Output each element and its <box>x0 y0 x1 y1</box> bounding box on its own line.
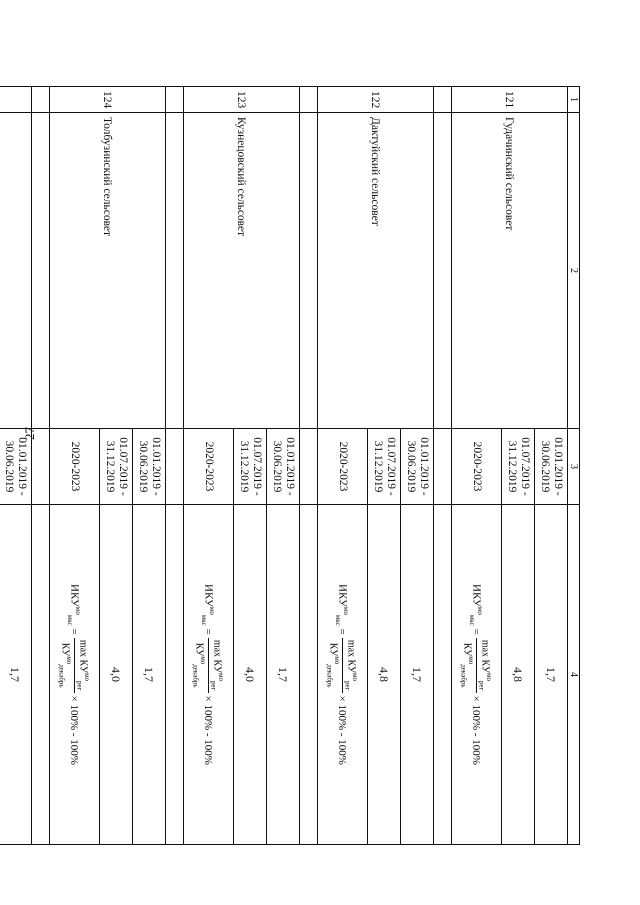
index-formula <box>326 584 360 765</box>
value-2: 4,0 <box>234 505 267 845</box>
settlement-name: Толбузинский сельсовет <box>50 113 166 429</box>
value-1: 1,7 <box>0 505 32 845</box>
formula-tail: × 100% - 100% <box>68 695 81 765</box>
formula-num-sup: мо <box>83 673 92 682</box>
period-1: 01.01.2019 - 30.06.2019 <box>401 429 434 505</box>
spacer-row <box>166 87 184 845</box>
row-number: 121 <box>452 87 568 113</box>
period-1: 01.01.2019 - 30.06.2019 <box>535 429 568 505</box>
formula-den-sup: мо <box>199 656 207 665</box>
header-col-3: 3 <box>568 429 580 505</box>
period-2: 01.07.2019 - 31.12.2019 <box>502 429 535 505</box>
formula-cell <box>318 505 368 845</box>
formula-tail: × 100% - 100% <box>336 695 349 765</box>
period-3: 2020-2023 <box>318 429 368 505</box>
formula-den-sup: мо <box>65 656 73 665</box>
formula-eq: = <box>470 628 483 635</box>
formula-lhs-sup: мо <box>208 606 217 615</box>
spacer-row <box>434 87 452 845</box>
formula-num-sup: мо <box>217 673 226 682</box>
header-col-2: 2 <box>568 113 580 429</box>
value-1: 1,7 <box>133 505 166 845</box>
formula-den: КУ <box>327 642 339 657</box>
formula-num: max КУ <box>212 639 223 674</box>
period-row-1 <box>401 87 434 845</box>
formula-den-sup: мо <box>467 656 475 665</box>
header-row <box>568 87 580 845</box>
period-row-1 <box>267 87 300 845</box>
formula-num-sup: мо <box>485 673 494 682</box>
formula-lhs: ИКУ <box>202 584 215 607</box>
spacer-row <box>300 87 318 845</box>
formula-lhs-sub: мкс <box>200 614 209 626</box>
formula-eq: = <box>336 628 349 635</box>
formula-den-sub: декабрь <box>191 664 200 688</box>
formula-fraction <box>192 638 226 693</box>
formula-den-sup: мо <box>333 656 341 665</box>
row-number: 122 <box>318 87 434 113</box>
formula-num-sub: рег <box>344 681 352 691</box>
header-col-1: 1 <box>568 87 580 113</box>
period-1: 01.01.2019 - 30.06.2019 <box>267 429 300 505</box>
period-row-1 <box>133 87 166 845</box>
formula-den-sub: декабрь <box>459 664 468 688</box>
index-formula <box>58 584 92 765</box>
spacer-row <box>32 87 50 845</box>
period-3: 2020-2023 <box>452 429 502 505</box>
value-1: 1,7 <box>401 505 434 845</box>
formula-fraction <box>58 638 92 693</box>
formula-fraction <box>460 638 494 693</box>
formula-lhs-sup: мо <box>74 606 83 615</box>
formula-lhs-sub: мкс <box>66 614 75 626</box>
formula-lhs-sub: мкс <box>468 614 477 626</box>
header-col-4: 4 <box>568 505 580 845</box>
tariff-table <box>0 86 580 845</box>
formula-tail: × 100% - 100% <box>202 695 215 765</box>
period-1: 01.01.2019 - 30.06.2019 <box>133 429 166 505</box>
formula-lhs: ИКУ <box>470 584 483 607</box>
formula-num-sub: рег <box>478 681 486 691</box>
period-2: 01.07.2019 - 31.12.2019 <box>234 429 267 505</box>
formula-num-sup: мо <box>351 673 360 682</box>
settlement-name: Гудачинский сельсовет <box>452 113 568 429</box>
formula-lhs: ИКУ <box>68 584 81 607</box>
value-2: 4,8 <box>502 505 535 845</box>
period-1: 01.01.2019 - 30.06.2019 <box>0 429 32 505</box>
value-1: 1,7 <box>267 505 300 845</box>
period-row-1 <box>535 87 568 845</box>
row-number: 123 <box>184 87 300 113</box>
period-2: 01.07.2019 - 31.12.2019 <box>100 429 133 505</box>
period-3: 2020-2023 <box>184 429 234 505</box>
formula-num: max КУ <box>78 639 89 674</box>
formula-cell <box>50 505 100 845</box>
formula-fraction <box>326 638 360 693</box>
index-formula <box>192 584 226 765</box>
formula-num-sub: рег <box>210 681 218 691</box>
row-number: 124 <box>50 87 166 113</box>
page-number: 27 <box>22 427 37 440</box>
settlement-name: Дактуйский сельсовет <box>318 113 434 429</box>
formula-den: КУ <box>461 642 473 657</box>
value-1: 1,7 <box>535 505 568 845</box>
formula-lhs-sup: мо <box>476 606 485 615</box>
formula-cell <box>452 505 502 845</box>
value-2: 4,8 <box>368 505 401 845</box>
formula-lhs-sub: мкс <box>334 614 343 626</box>
formula-lhs: ИКУ <box>336 584 349 607</box>
formula-num: max КУ <box>480 639 491 674</box>
formula-eq: = <box>202 628 215 635</box>
formula-tail: × 100% - 100% <box>470 695 483 765</box>
settlement-name: Кузнецовский сельсовет <box>184 113 300 429</box>
period-3: 2020-2023 <box>50 429 100 505</box>
formula-den: КУ <box>193 642 205 657</box>
period-2: 01.07.2019 - 31.12.2019 <box>368 429 401 505</box>
table-body <box>0 87 580 845</box>
formula-lhs-sup: мо <box>342 606 351 615</box>
formula-cell <box>184 505 234 845</box>
value-2: 4,0 <box>100 505 133 845</box>
row-number <box>0 87 32 113</box>
formula-den-sub: декабрь <box>325 664 334 688</box>
period-row-1 <box>0 87 32 845</box>
settlement-name <box>0 113 32 429</box>
formula-den-sub: декабрь <box>57 664 66 688</box>
formula-den: КУ <box>59 642 71 657</box>
formula-num: max КУ <box>346 639 357 674</box>
index-formula <box>460 584 494 765</box>
formula-num-sub: рег <box>76 681 84 691</box>
formula-eq: = <box>68 628 81 635</box>
